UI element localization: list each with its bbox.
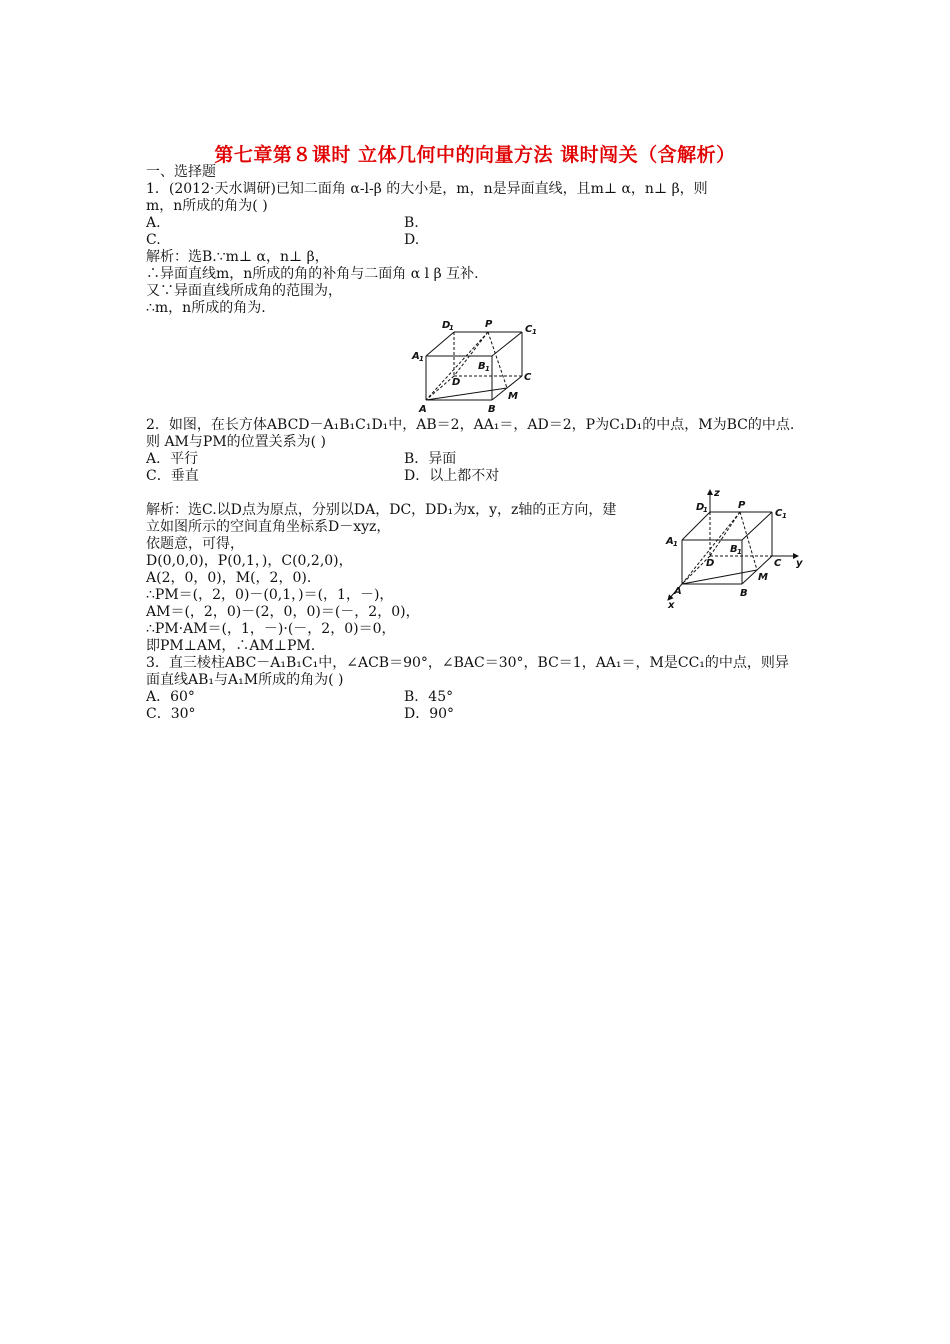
fig1-label-c1-sub: 1 — [532, 328, 537, 336]
fig1-label-c: C — [524, 372, 532, 383]
q1-option-d: D. — [404, 232, 420, 248]
q1-stem-line-1: 1．(2012·天水调研)已知二面角 α-l-β 的大小是，m，n是异面直线，且m⊥ α，n⊥ β，则 — [146, 181, 708, 197]
q2-solution-line-3: 依题意，可得， — [146, 536, 244, 552]
fig2-label-a1: A — [666, 536, 674, 547]
q1-solution-line-2: ∴异面直线m，n所成的角的补角与二面角 α l β 互补. — [146, 266, 479, 282]
q3-stem-line-1: 3．直三棱柱ABC－A₁B₁C₁中，∠ACB＝90°，∠BAC＝30°，BC＝1，AA₁＝，M是CC₁的中点，则异 — [146, 655, 789, 671]
fig2-label-d1-sub: 1 — [703, 506, 708, 514]
q2-stem-line-2: 则 AM与PM的位置关系为( ) — [146, 434, 327, 450]
q1-option-b: B. — [404, 215, 419, 231]
q2-stem-line-1: 2．如图，在长方体ABCD－A₁B₁C₁D₁中，AB＝2，AA₁＝，AD＝2，P为C₁D₁的中点，M为BC的中点. — [146, 417, 795, 433]
q2-solution-line-1: 解析：选C.以D点为原点，分别以DA，DC，DD₁为x，y，z轴的正方向，建 — [146, 502, 617, 518]
q2-solution-line-5: A(2，0，0)，M(，2，0). — [146, 570, 312, 586]
cuboid-figure-1 — [408, 314, 548, 418]
fig1-label-b1-sub: 1 — [485, 365, 490, 373]
q2-option-d: D．以上都不对 — [404, 468, 500, 484]
fig1-label-m: M — [508, 391, 518, 402]
fig2-label-d1: D — [696, 502, 705, 513]
q2-solution-line-8: ∴PM·AM＝(，1，－)·(－，2，0)＝0， — [146, 621, 396, 637]
q2-solution-line-9: 即PM⊥AM，∴AM⊥PM. — [146, 638, 316, 654]
q3-option-d: D．90° — [404, 706, 455, 722]
fig2-label-a: A — [674, 586, 682, 597]
q2-solution-line-7: AM＝(，2，0)－(2，0，0)＝(－，2，0)， — [146, 604, 420, 620]
fig1-label-p: P — [485, 319, 493, 330]
fig1-label-c1: C — [525, 324, 533, 335]
fig1-label-a: A — [419, 404, 427, 415]
fig2-label-m: M — [758, 572, 768, 583]
q2-solution-line-2: 立如图所示的空间直角坐标系D－xyz， — [146, 519, 391, 535]
q3-option-b: B．45° — [404, 689, 454, 705]
fig2-label-c1: C — [775, 508, 783, 519]
fig1-label-d: D — [452, 377, 461, 388]
q1-stem-line-2: m，n所成的角为( ) — [146, 198, 268, 214]
fig2-label-d: D — [706, 558, 715, 569]
q3-option-a: A．60° — [146, 689, 195, 705]
q1-solution-line-4: ∴m，n所成的角为. — [146, 300, 266, 316]
fig2-label-c1-sub: 1 — [782, 512, 787, 520]
fig1-label-a1: A — [412, 351, 420, 362]
fig1-label-b1: B — [478, 361, 486, 372]
section-heading: 一、选择题 — [146, 164, 216, 180]
q2-solution-line-4: D(0,0,0)，P(0,1，)，C(0,2,0)， — [146, 553, 353, 569]
fig2-label-c: C — [774, 558, 782, 569]
fig1-label-b: B — [488, 404, 496, 415]
fig1-label-d1: D — [442, 320, 451, 331]
fig2-label-z: z — [714, 488, 720, 499]
fig2-label-b1: B — [730, 544, 738, 555]
q1-solution-line-1: 解析：选B.∵m⊥ α，n⊥ β， — [146, 249, 329, 265]
q1-option-a: A. — [146, 215, 161, 231]
fig2-label-b1-sub: 1 — [737, 548, 742, 556]
fig1-label-a1-sub: 1 — [419, 355, 424, 363]
q2-solution-line-6: ∴PM＝(，2，0)－(0,1，)＝(，1，－)， — [146, 587, 394, 603]
fig1-label-d1-sub: 1 — [449, 324, 454, 332]
fig2-label-y: y — [796, 558, 803, 569]
fig2-label-p: P — [738, 500, 746, 511]
q3-option-c: C．30° — [146, 706, 196, 722]
fig2-label-b: B — [740, 588, 748, 599]
q3-stem-line-2: 面直线AB₁与A₁M所成的角为( ) — [146, 672, 344, 688]
fig2-label-x: x — [668, 600, 675, 611]
fig2-label-a1-sub: 1 — [673, 540, 678, 548]
q1-option-c: C. — [146, 232, 161, 248]
cuboid-figure-2 — [660, 484, 810, 612]
document-title: 第七章第８课时 立体几何中的向量方法 课时闯关（含解析） — [214, 144, 736, 166]
q2-option-c: C．垂直 — [146, 468, 199, 484]
q1-solution-line-3: 又∵异面直线所成角的范围为， — [146, 283, 342, 299]
q2-option-a: A．平行 — [146, 451, 199, 467]
q2-option-b: B．异面 — [404, 451, 457, 467]
